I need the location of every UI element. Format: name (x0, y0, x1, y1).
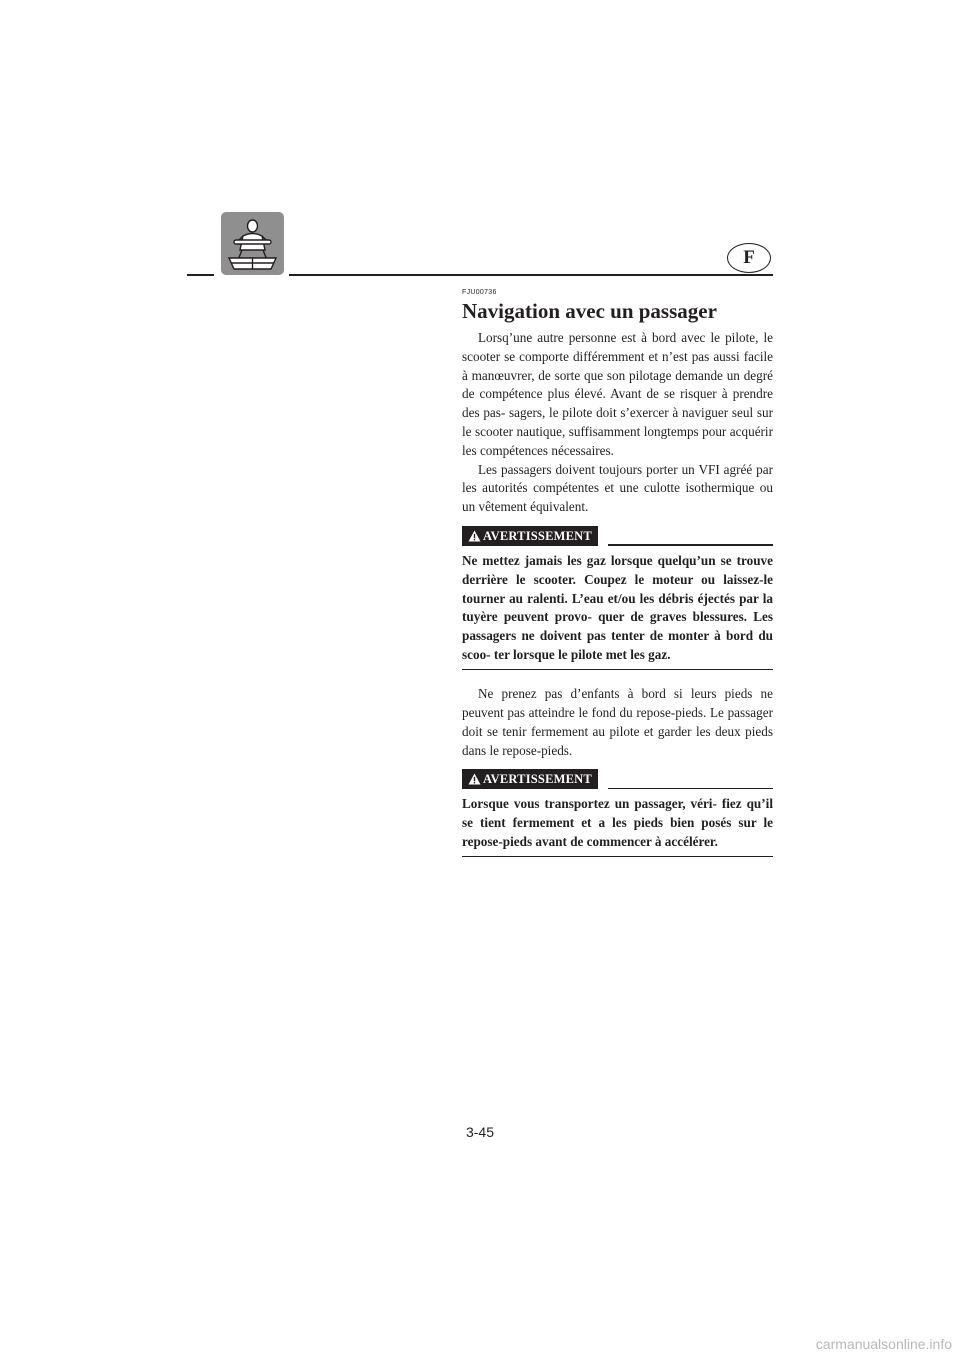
warning-label-text-2: AVERTISSEMENT (483, 772, 592, 787)
warning-triangle-icon (468, 773, 481, 785)
warning-label-1 (462, 526, 598, 546)
warning-label-2 (462, 769, 598, 789)
page-number: 3-45 (465, 1124, 495, 1140)
warning-header-1 (462, 526, 773, 546)
header-rule-left (187, 274, 214, 276)
section-code: FJU00736 (462, 289, 497, 296)
paragraph-1: Lorsq’une autre personne est à bord avec le pilote, le scooter se comporte différemment et n’est pas aussi facile à manœuvrer, de sorte que son pilotage demande un degré de compétence plus élevé. Avant de se risquer à prendre des pas- sagers, le pilote doit s’exercer à naviguer seul sur le scooter nautique, suffisamment longtemps pour acquérir les compétences nécessaires. (462, 330, 773, 458)
content-column (462, 288, 773, 857)
jetski-rider-icon (221, 212, 284, 275)
warning-label-text-1: AVERTISSEMENT (483, 528, 592, 543)
paragraph-2: Les passagers doivent toujours porter un VFI agréé par les autorités compétentes et une culotte isothermique ou un vêtement équivalent. (462, 461, 773, 515)
warning-triangle-icon (468, 530, 481, 542)
language-badge: F (727, 243, 771, 273)
warning-end-rule-2 (462, 856, 773, 858)
warning-rule-1 (608, 544, 773, 546)
header-rule-right (289, 274, 773, 276)
section-title: Navigation avec un passager (462, 299, 717, 323)
paragraph-3: Ne prenez pas d’enfants à bord si leurs pieds ne peuvent pas atteindre le fond du repose-pieds. Le passager doit se tenir fermement au pilote et garder les deux pieds dans le repose-pieds. (462, 686, 773, 758)
warning-header-2 (462, 769, 773, 789)
warning-text-2: Lorsque vous transportez un passager, véri- fiez qu’il se tient fermement et a les pieds bien posés sur le repose-pieds avant de commencer à accélérer. (462, 796, 773, 850)
warning-rule-2 (608, 788, 773, 790)
watermark: carmanualsonline.info (815, 1336, 952, 1352)
warning-text-1: Ne mettez jamais les gaz lorsque quelqu’un se trouve derrière le scooter. Coupez le moteur ou laissez-le tourner au ralenti. L’eau et/ou les débris éjectés par la tuyère peuvent provo- quer de graves blessures. Les passagers ne doivent pas tenter de monter à bord du scoo- ter lorsque le pilote met les gaz. (462, 552, 773, 662)
